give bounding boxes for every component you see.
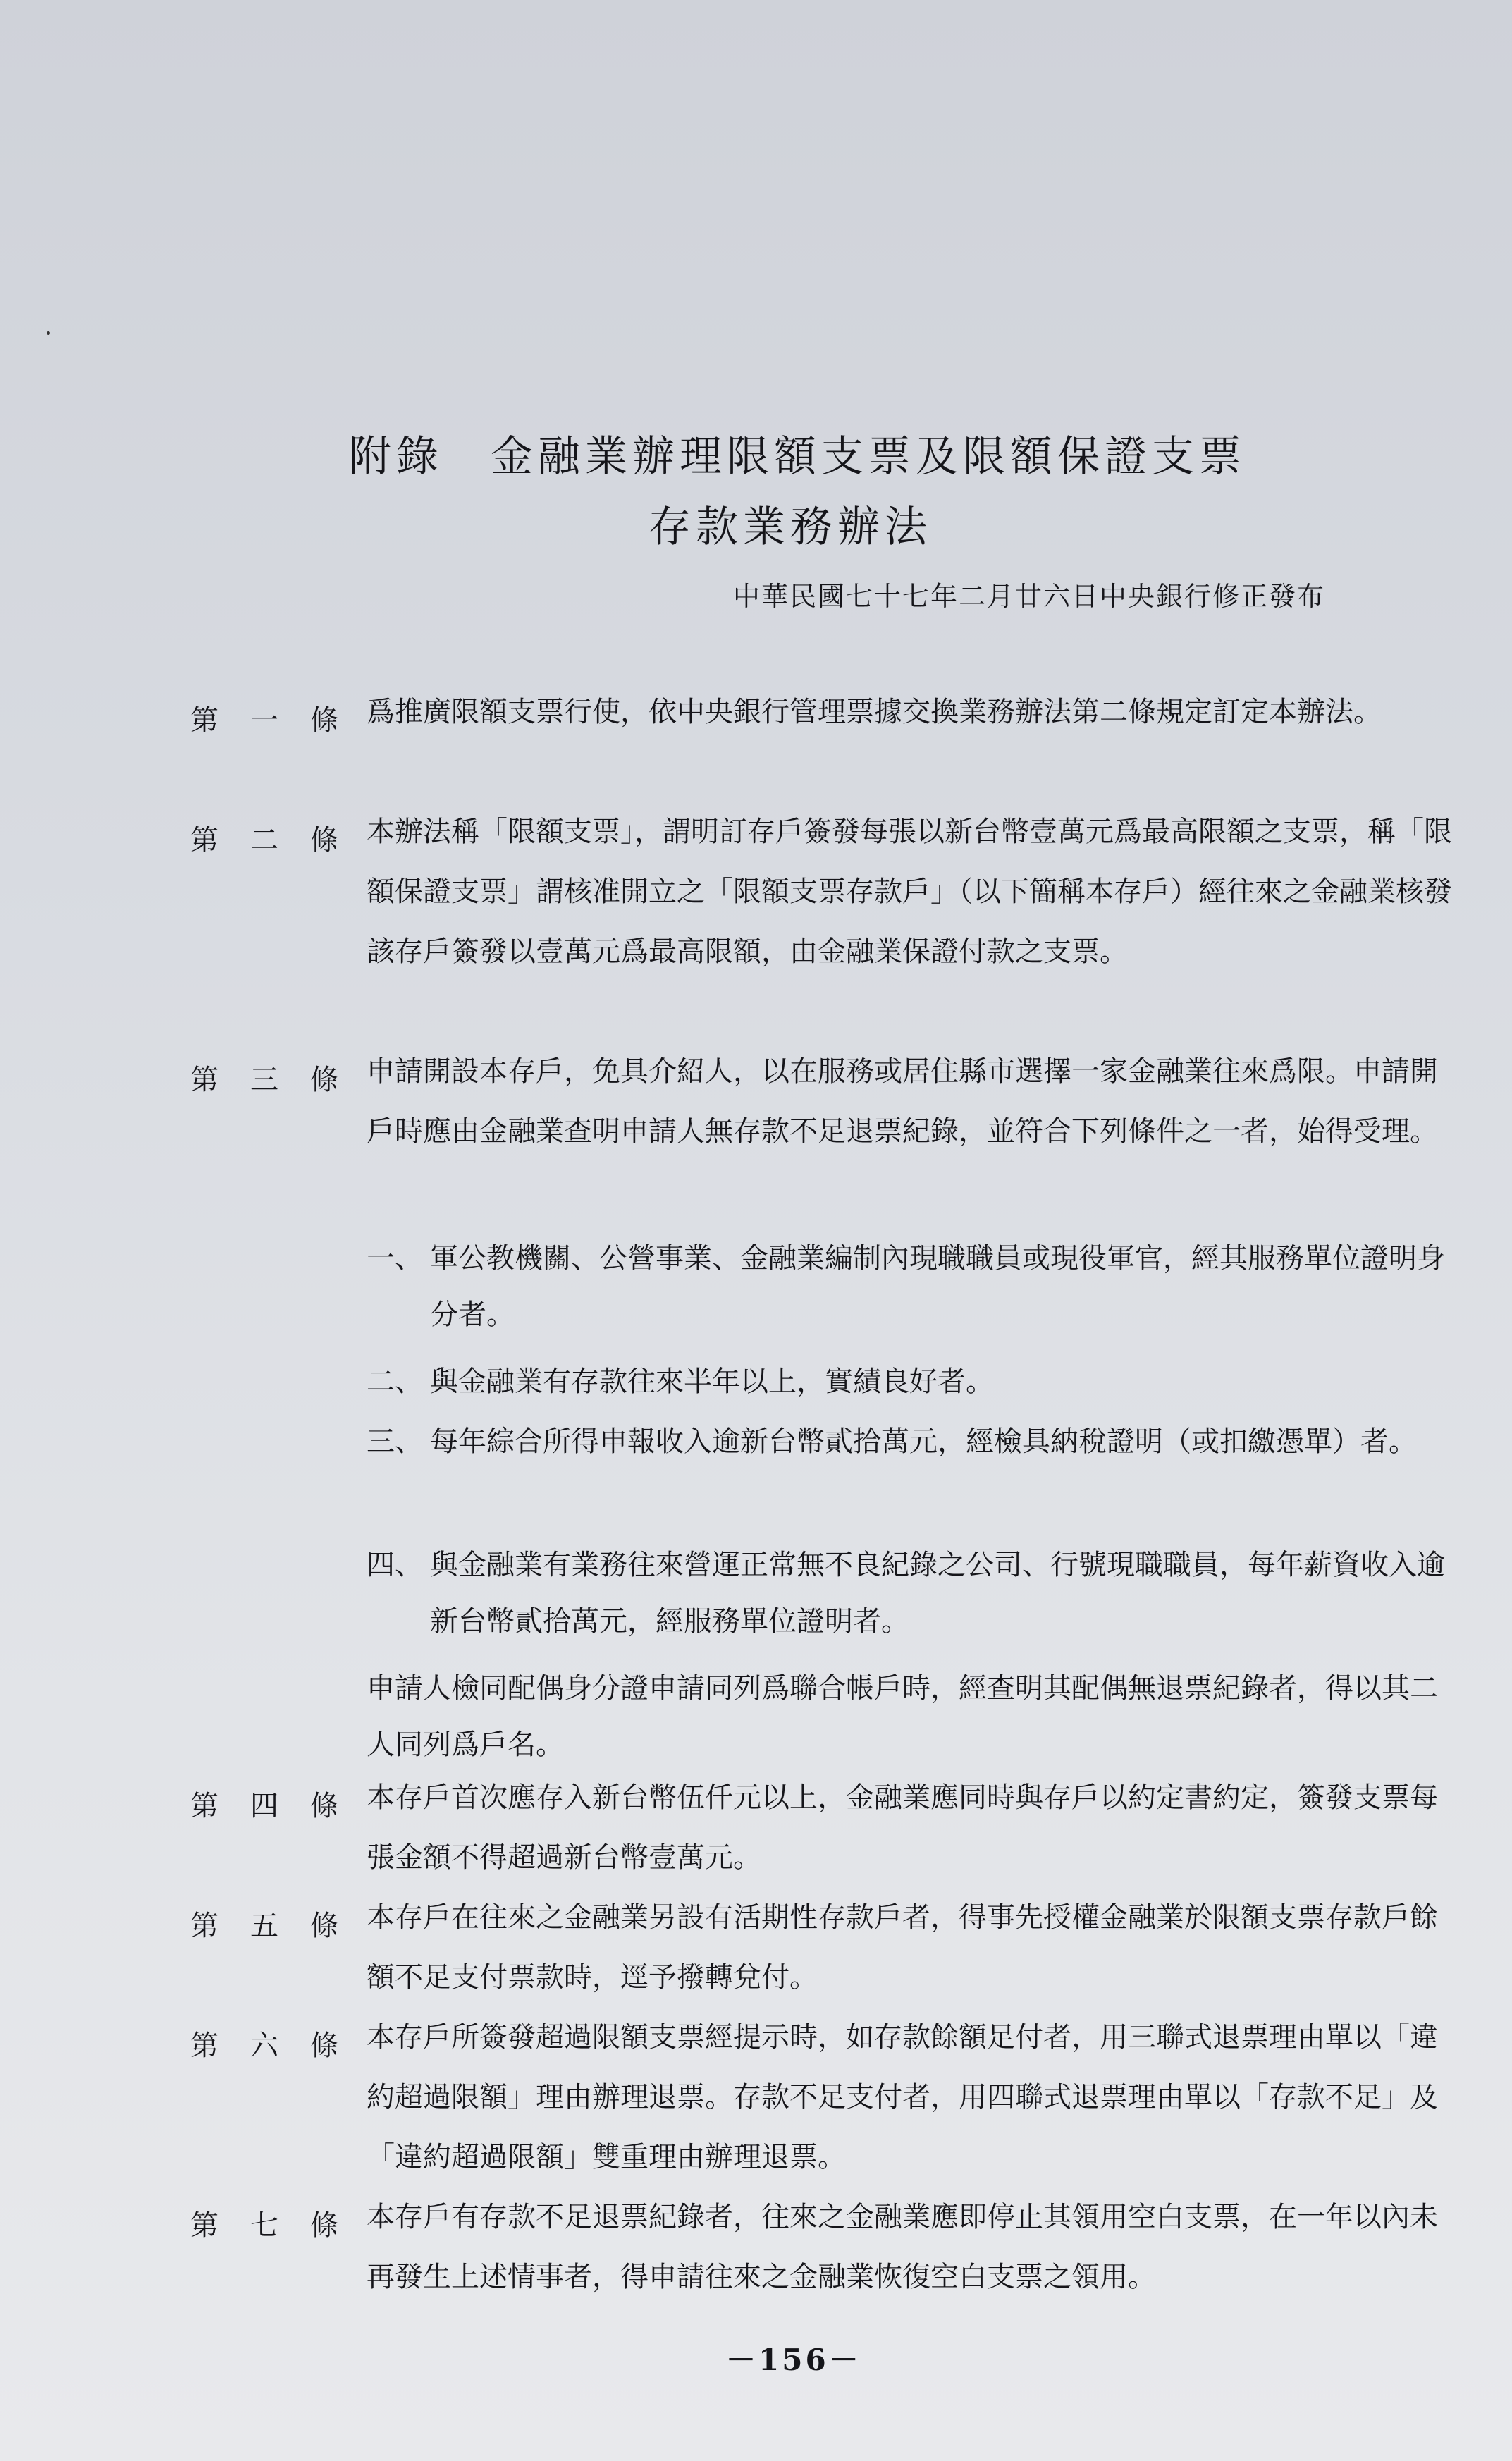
article-text: 本存戶在往來之金融業另設有活期性存款戶者，得事先授權金融業於限額支票存款戶餘額不足支付票款時，逕予撥轉兌付。 — [367, 1901, 1438, 1994]
article-label: 第 五 條 — [190, 1910, 338, 1942]
condition-text: 每年綜合所得申報收入逾新台幣貳拾萬元，經檢具納稅證明（或扣繳憑單）者。 — [430, 1425, 1417, 1458]
article-label: 第 四 條 — [190, 1790, 338, 1822]
article-label: 第 二 條 — [190, 824, 338, 857]
article-text: 申請開設本存戶，免具介紹人，以在服務或居住縣市選擇一家金融業往來爲限。申請開戶時應由金融業查明申請人無存款不足退票紀錄，並符合下列條件之一者，始得受理。 — [367, 1055, 1438, 1148]
article-label: 第 三 條 — [190, 1064, 338, 1096]
article-label: 第 七 條 — [190, 2209, 338, 2242]
article-text: 本存戶所簽發超過限額支票經提示時，如存款餘額足付者，用三聯式退票理由單以「違約超過限額」理由辦理退票。存款不足支付者，用四聯式退票理由單以「存款不足」及「違約超過限額」雙重理由辦理退票。 — [367, 2021, 1438, 2173]
condition-number: 三、 — [367, 1425, 423, 1458]
joint-account-note: 申請人檢同配偶身分證申請同列爲聯合帳戶時，經查明其配偶無退票紀錄者，得以其二人同列爲戶名。 — [367, 1672, 1438, 1761]
article-text: 爲推廣限額支票行使，依中央銀行管理票據交換業務辦法第二條規定訂定本辦法。 — [367, 696, 1382, 728]
article-text: 本存戶有存款不足退票紀錄者，往來之金融業應即停止其領用空白支票，在一年以內未再發生上述情事者，得申請往來之金融業恢復空白支票之領用。 — [367, 2201, 1438, 2293]
article-text: 本存戶首次應存入新台幣伍仟元以上，金融業應同時與存戶以約定書約定，簽發支票每張金額不得超過新台幣壹萬元。 — [367, 1781, 1438, 1874]
condition-number: 四、 — [367, 1549, 423, 1581]
paper-speck — [47, 331, 50, 335]
article-label: 第 一 條 — [190, 704, 338, 737]
page-number: －156－ — [726, 2343, 861, 2377]
document-title-line-1: 附錄 金融業辦理限額支票及限額保證支票 — [349, 432, 1246, 481]
article-text: 本辦法稱「限額支票」，謂明訂存戶簽發每張以新台幣壹萬元爲最高限額之支票，稱「限額保證支票」謂核准開立之「限額支票存款戶」（以下簡稱本存戶）經往來之金融業核發該存戶簽發以壹萬元爲最高限額，由金融業保證付款之支票。 — [367, 816, 1452, 968]
condition-text: 與金融業有業務往來營運正常無不良紀錄之公司、行號現職職員，每年薪資收入逾新台幣貳拾萬元，經服務單位證明者。 — [430, 1549, 1445, 1638]
condition-number: 二、 — [367, 1365, 423, 1398]
condition-text: 與金融業有存款往來半年以上，實績良好者。 — [430, 1365, 994, 1398]
condition-number: 一、 — [367, 1242, 423, 1275]
promulgation-date: 中華民國七十七年二月廿六日中央銀行修正發布 — [733, 581, 1326, 612]
condition-text: 軍公教機關、公營事業、金融業編制內現職職員或現役軍官，經其服務單位證明身分者。 — [430, 1242, 1445, 1331]
document-title-line-2: 存款業務辦法 — [649, 503, 932, 552]
article-label: 第 六 條 — [190, 2030, 338, 2062]
